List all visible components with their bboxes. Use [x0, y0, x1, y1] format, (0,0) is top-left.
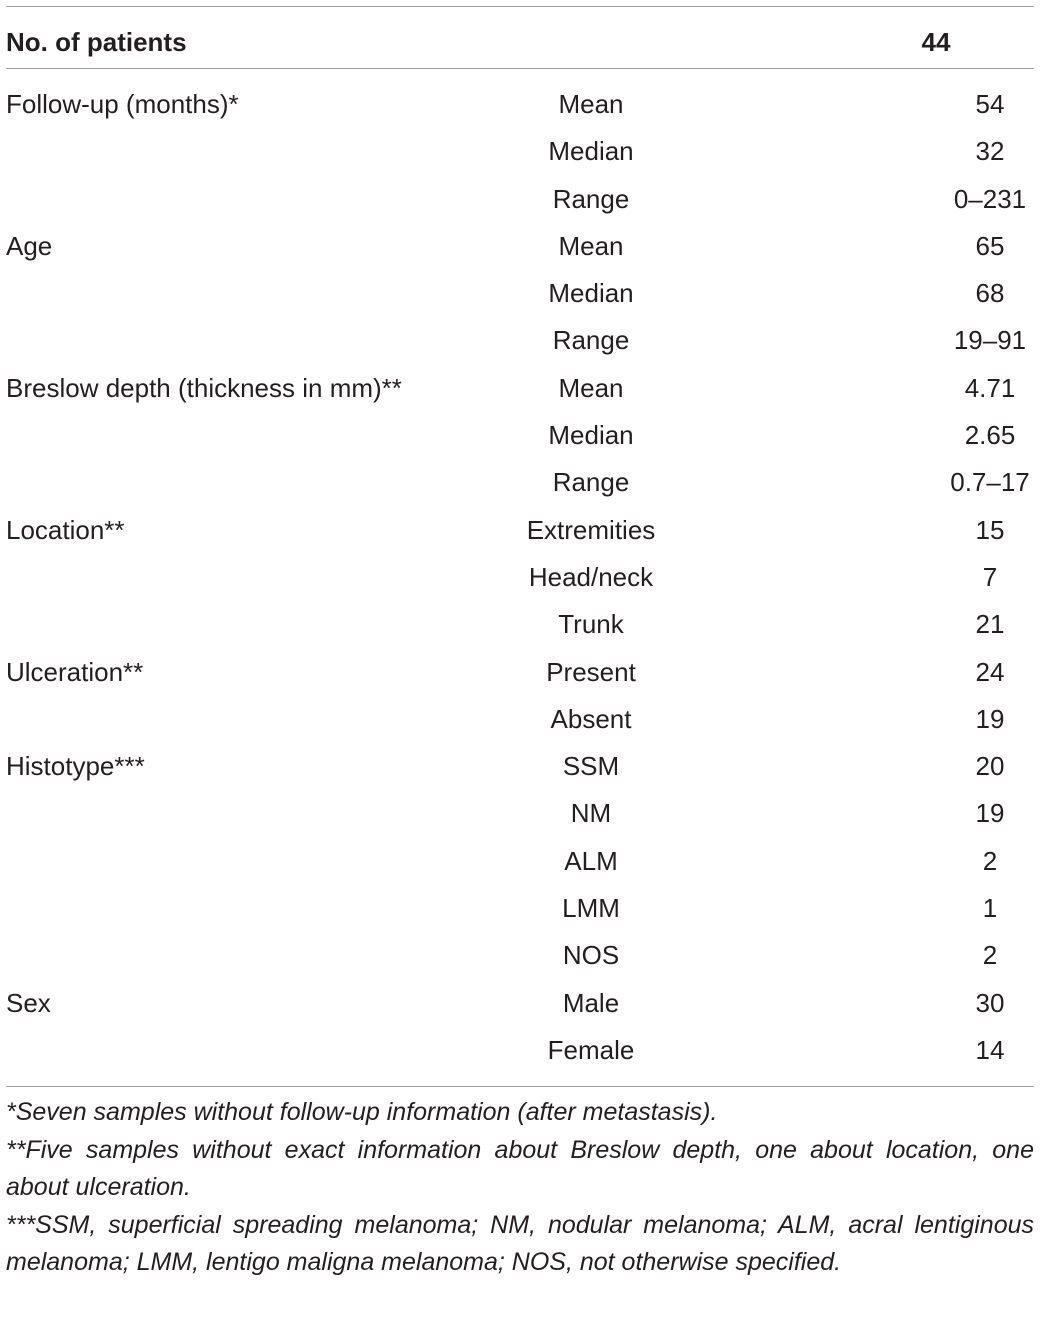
header-label: No. of patients [6, 27, 187, 57]
table-row [6, 223, 1034, 270]
table-bottom-rule [6, 1086, 1034, 1087]
value-cell: 2.65 [964, 420, 1016, 451]
value-cell: 65 [975, 230, 1005, 261]
statistic-cell: Range [552, 183, 630, 214]
value-cell: 20 [975, 751, 1005, 782]
value-cell: 54 [975, 89, 1005, 119]
characteristic-cell: Histotype*** [6, 751, 145, 782]
characteristic-cell: Breslow depth (thickness in mm)** [6, 372, 402, 403]
value-cell: 4.71 [964, 372, 1016, 403]
statistic-cell: Median [548, 136, 634, 167]
statistic-cell: Male [562, 987, 620, 1018]
value-cell: 19 [975, 798, 1005, 829]
value-cell: 24 [975, 656, 1005, 687]
statistic-cell: NM [570, 798, 612, 829]
value-cell: 7 [982, 561, 998, 592]
statistic-cell: Range [552, 325, 630, 356]
statistic-cell: Present [546, 656, 636, 687]
statistic-cell: Trunk [558, 609, 624, 640]
value-cell: 0–231 [953, 183, 1027, 214]
value-cell: 2 [982, 940, 998, 971]
table-row [6, 176, 1034, 223]
table-header-row [6, 22, 1034, 62]
table-row [6, 932, 1034, 979]
characteristic-cell: Location** [6, 514, 125, 545]
statistic-cell: LMM [562, 893, 620, 924]
value-cell: 32 [975, 136, 1005, 167]
value-cell: 68 [975, 278, 1005, 309]
statistic-cell: Mean [558, 89, 624, 119]
table-row [6, 412, 1034, 459]
statistic-cell: Female [547, 1034, 635, 1065]
characteristic-cell: Ulceration** [6, 656, 144, 687]
table-row [6, 81, 1034, 128]
header-value: 44 [921, 27, 951, 57]
statistic-cell: Absent [550, 703, 632, 734]
value-cell: 19 [975, 703, 1005, 734]
table-row [6, 885, 1034, 932]
statistic-cell: NOS [562, 940, 620, 971]
statistic-cell: Head/neck [528, 561, 654, 592]
table-row [6, 696, 1034, 743]
table-row [6, 790, 1034, 837]
statistic-cell: Range [552, 467, 630, 498]
footnote-3: ***SSM, superficial spreading melanoma; NM, nodular melanoma; ALM, acral lentiginous melanoma; LMM, lentigo maligna melanoma; NOS, not otherwise specified. [6, 1210, 1034, 1276]
characteristic-cell: Sex [6, 987, 51, 1018]
table-row [6, 554, 1034, 601]
statistic-cell: Mean [558, 230, 624, 261]
value-cell: 2 [982, 845, 998, 876]
table-row [6, 459, 1034, 506]
statistic-cell: Median [548, 420, 634, 451]
table-row [6, 317, 1034, 364]
table-row [6, 128, 1034, 175]
statistic-cell: ALM [564, 845, 618, 876]
table-row [6, 365, 1034, 412]
value-cell: 15 [975, 514, 1005, 545]
table-row [6, 270, 1034, 317]
table-header-rule [6, 68, 1034, 69]
footnote-1: *Seven samples without follow-up information (after metastasis). [6, 1098, 718, 1126]
value-cell: 14 [975, 1034, 1005, 1065]
table-row [6, 601, 1034, 648]
statistic-cell: Extremities [526, 514, 656, 545]
table-row [6, 980, 1034, 1027]
footnote-2: **Five samples without exact information about Breslow depth, one about location, one about ulceration. [6, 1135, 1034, 1201]
value-cell: 0.7–17 [950, 467, 1030, 498]
table-body [6, 81, 1034, 1074]
table-row [6, 743, 1034, 790]
table-top-rule [6, 6, 1034, 7]
table-row [6, 649, 1034, 696]
characteristic-cell: Age [6, 230, 53, 261]
statistic-cell: SSM [562, 751, 620, 782]
value-cell: 21 [975, 609, 1005, 640]
table-row [6, 838, 1034, 885]
table-row [6, 1027, 1034, 1074]
table-row [6, 507, 1034, 554]
value-cell: 1 [982, 893, 998, 924]
value-cell: 19–91 [953, 325, 1027, 356]
statistic-cell: Mean [558, 372, 624, 403]
statistic-cell: Median [548, 278, 634, 309]
characteristic-cell: Follow-up (months)* [6, 89, 239, 119]
table-footnotes [6, 1094, 1034, 1282]
value-cell: 30 [975, 987, 1005, 1018]
